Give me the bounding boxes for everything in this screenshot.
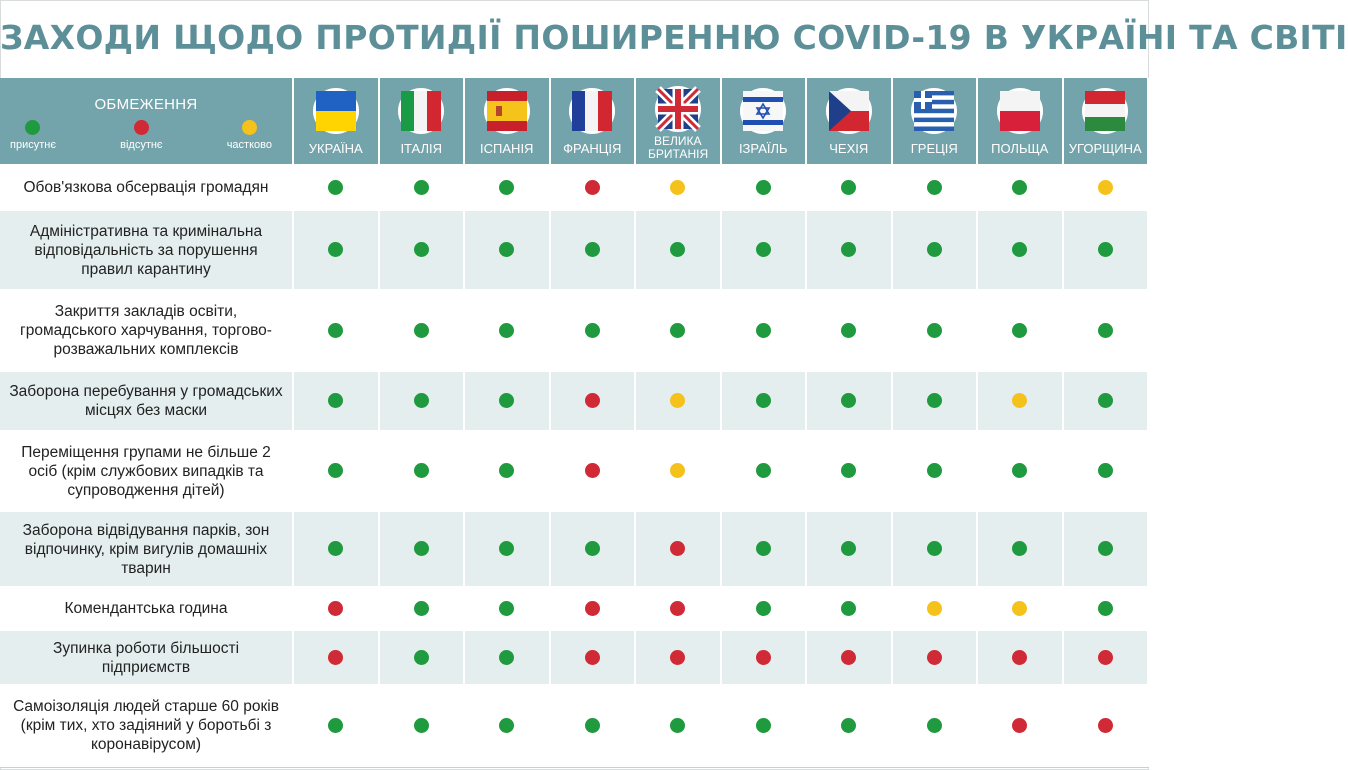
measure-label: Самоізоляція людей старше 60 років (крім тих, хто задіяний у боротьбі з коронавірусом)	[0, 684, 293, 767]
country-header-ua	[293, 78, 379, 164]
green-status-dot	[670, 718, 685, 733]
green-status-dot	[585, 323, 600, 338]
green-status-dot	[1098, 323, 1113, 338]
green-status-dot	[414, 463, 429, 478]
green-status-dot	[1098, 601, 1113, 616]
status-cell	[635, 164, 721, 211]
green-status-dot	[499, 650, 514, 665]
country-name: ІЗРАЇЛЬ	[738, 141, 788, 156]
red-status-dot	[1012, 718, 1027, 733]
legend-label: відсутнє	[120, 139, 163, 151]
status-cell	[1063, 586, 1149, 631]
green-status-dot	[499, 323, 514, 338]
green-dot-icon	[25, 120, 40, 135]
status-cell	[550, 164, 636, 211]
status-cell	[977, 684, 1063, 767]
measure-label: Адміністративна та кримінальна відповідальність за порушення правил карантину	[0, 211, 293, 289]
status-cell	[721, 684, 807, 767]
table-row	[0, 211, 1148, 289]
green-status-dot	[1012, 242, 1027, 257]
status-cell	[464, 684, 550, 767]
legend-title: ОБМЕЖЕННЯ	[94, 96, 198, 113]
status-cell	[550, 372, 636, 430]
status-cell	[892, 512, 978, 586]
status-cell	[721, 586, 807, 631]
red-status-dot	[670, 650, 685, 665]
status-cell	[379, 631, 465, 684]
green-status-dot	[927, 718, 942, 733]
country-header-il	[721, 78, 807, 164]
green-status-dot	[499, 463, 514, 478]
red-status-dot	[585, 180, 600, 195]
table-row	[0, 164, 1148, 211]
status-cell	[635, 684, 721, 767]
il-flag-icon	[740, 88, 786, 134]
status-cell	[977, 372, 1063, 430]
red-status-dot	[585, 650, 600, 665]
status-cell	[635, 631, 721, 684]
gr-flag-icon	[911, 88, 957, 134]
status-cell	[1063, 430, 1149, 512]
red-status-dot	[1098, 718, 1113, 733]
status-cell	[293, 631, 379, 684]
green-status-dot	[670, 323, 685, 338]
green-status-dot	[585, 242, 600, 257]
measure-label: Закриття закладів освіти, громадського харчування, торгово-розважальних комплексів	[0, 289, 293, 372]
status-cell	[977, 164, 1063, 211]
country-name: УКРАЇНА	[308, 141, 363, 156]
green-status-dot	[414, 242, 429, 257]
green-status-dot	[756, 323, 771, 338]
table-row	[0, 289, 1148, 372]
it-flag-icon	[398, 88, 444, 134]
status-cell	[464, 430, 550, 512]
status-cell	[379, 289, 465, 372]
green-status-dot	[927, 393, 942, 408]
legend-label: частково	[226, 139, 272, 151]
country-header-gb	[635, 78, 721, 164]
status-cell	[1063, 164, 1149, 211]
green-status-dot	[499, 601, 514, 616]
status-cell	[635, 430, 721, 512]
country-header-hu	[1063, 78, 1149, 164]
status-cell	[550, 211, 636, 289]
green-status-dot	[1012, 463, 1027, 478]
status-cell	[379, 512, 465, 586]
status-cell	[635, 211, 721, 289]
red-status-dot	[841, 650, 856, 665]
status-cell	[1063, 211, 1149, 289]
status-cell	[892, 684, 978, 767]
country-name: ПОЛЬЩА	[991, 141, 1049, 156]
green-status-dot	[585, 541, 600, 556]
status-cell	[293, 289, 379, 372]
green-status-dot	[927, 323, 942, 338]
green-status-dot	[927, 242, 942, 257]
status-cell	[1063, 684, 1149, 767]
green-status-dot	[328, 323, 343, 338]
green-status-dot	[328, 718, 343, 733]
status-cell	[464, 289, 550, 372]
green-status-dot	[328, 541, 343, 556]
gb-flag-icon	[655, 86, 701, 132]
fr-flag-icon	[569, 88, 615, 134]
status-cell	[977, 289, 1063, 372]
status-cell	[379, 164, 465, 211]
es-flag-icon	[484, 88, 530, 134]
yellow-status-dot	[927, 601, 942, 616]
table-row	[0, 684, 1148, 767]
country-name: ІТАЛІЯ	[400, 141, 443, 156]
country-name: ЧЕХІЯ	[829, 141, 869, 156]
red-status-dot	[585, 393, 600, 408]
header-row	[0, 78, 1148, 164]
green-status-dot	[756, 463, 771, 478]
measures-table	[0, 78, 1149, 767]
status-cell	[379, 211, 465, 289]
yellow-status-dot	[670, 393, 685, 408]
status-cell	[806, 211, 892, 289]
green-status-dot	[328, 463, 343, 478]
status-cell	[977, 211, 1063, 289]
status-cell	[892, 289, 978, 372]
yellow-status-dot	[670, 463, 685, 478]
table-row	[0, 372, 1148, 430]
status-cell	[721, 512, 807, 586]
status-cell	[1063, 289, 1149, 372]
table-row	[0, 430, 1148, 512]
green-status-dot	[841, 718, 856, 733]
status-cell	[293, 684, 379, 767]
status-cell	[293, 372, 379, 430]
green-status-dot	[927, 463, 942, 478]
country-name: ФРАНЦІЯ	[563, 141, 622, 156]
green-status-dot	[1012, 323, 1027, 338]
country-name: ГРЕЦІЯ	[910, 141, 958, 156]
green-status-dot	[841, 463, 856, 478]
status-cell	[550, 430, 636, 512]
green-status-dot	[414, 393, 429, 408]
status-cell	[635, 586, 721, 631]
ua-flag-icon	[313, 88, 359, 134]
green-status-dot	[841, 601, 856, 616]
status-cell	[635, 512, 721, 586]
country-header-gr	[892, 78, 978, 164]
legend-items	[0, 120, 292, 151]
status-cell	[293, 430, 379, 512]
status-cell	[892, 430, 978, 512]
green-status-dot	[841, 323, 856, 338]
green-status-dot	[328, 180, 343, 195]
status-cell	[379, 586, 465, 631]
status-cell	[892, 372, 978, 430]
green-status-dot	[756, 718, 771, 733]
yellow-status-dot	[1098, 180, 1113, 195]
table-body	[0, 164, 1148, 767]
legend-item-present	[10, 120, 56, 151]
green-status-dot	[927, 180, 942, 195]
status-cell	[721, 211, 807, 289]
status-cell	[721, 631, 807, 684]
status-cell	[293, 211, 379, 289]
status-cell	[1063, 631, 1149, 684]
measure-label: Комендантська година	[0, 586, 293, 631]
status-cell	[892, 211, 978, 289]
green-status-dot	[499, 393, 514, 408]
yellow-status-dot	[1012, 393, 1027, 408]
pl-flag-icon	[997, 88, 1043, 134]
green-status-dot	[756, 393, 771, 408]
status-cell	[1063, 512, 1149, 586]
green-status-dot	[499, 180, 514, 195]
green-status-dot	[414, 718, 429, 733]
status-cell	[806, 684, 892, 767]
status-cell	[464, 631, 550, 684]
country-name: ІСПАНІЯ	[480, 141, 534, 156]
green-status-dot	[841, 242, 856, 257]
green-status-dot	[756, 180, 771, 195]
green-status-dot	[927, 541, 942, 556]
green-status-dot	[756, 242, 771, 257]
status-cell	[806, 372, 892, 430]
green-status-dot	[414, 650, 429, 665]
green-status-dot	[328, 242, 343, 257]
green-status-dot	[841, 393, 856, 408]
status-cell	[293, 512, 379, 586]
status-cell	[379, 684, 465, 767]
red-dot-icon	[134, 120, 149, 135]
green-status-dot	[1098, 541, 1113, 556]
table-row	[0, 512, 1148, 586]
status-cell	[550, 684, 636, 767]
hu-flag-icon	[1082, 88, 1128, 134]
country-header-cz	[806, 78, 892, 164]
green-status-dot	[756, 541, 771, 556]
green-status-dot	[414, 323, 429, 338]
status-cell	[721, 164, 807, 211]
status-cell	[892, 164, 978, 211]
legend-item-partial	[227, 120, 272, 151]
status-cell	[806, 512, 892, 586]
status-cell	[977, 512, 1063, 586]
cz-flag-icon	[826, 88, 872, 134]
status-cell	[721, 372, 807, 430]
green-status-dot	[414, 180, 429, 195]
table-row	[0, 586, 1148, 631]
measure-label: Заборона відвідування парків, зон відпочинку, крім вигулів домашніх тварин	[0, 512, 293, 586]
page-title: ЗАХОДИ ЩОДО ПРОТИДІЇ ПОШИРЕННЮ COVID-19 В УКРАЇНІ ТА СВІТІ	[0, 18, 1348, 57]
status-cell	[293, 164, 379, 211]
yellow-status-dot	[670, 180, 685, 195]
status-cell	[550, 586, 636, 631]
green-status-dot	[841, 541, 856, 556]
green-status-dot	[1098, 242, 1113, 257]
legend	[0, 78, 293, 164]
country-name: УГОРЩИНА	[1068, 141, 1142, 156]
status-cell	[464, 512, 550, 586]
status-cell	[464, 164, 550, 211]
measure-label: Зупинка роботи більшості підприємств	[0, 631, 293, 684]
status-cell	[892, 631, 978, 684]
green-status-dot	[1098, 393, 1113, 408]
status-cell	[635, 289, 721, 372]
status-cell	[977, 430, 1063, 512]
status-cell	[464, 586, 550, 631]
status-cell	[379, 430, 465, 512]
country-header-it	[379, 78, 465, 164]
red-status-dot	[670, 541, 685, 556]
table-row	[0, 631, 1148, 684]
red-status-dot	[328, 650, 343, 665]
country-header-fr	[550, 78, 636, 164]
bottom-divider	[0, 767, 1149, 768]
green-status-dot	[756, 601, 771, 616]
red-status-dot	[927, 650, 942, 665]
status-cell	[464, 372, 550, 430]
status-cell	[379, 372, 465, 430]
green-status-dot	[1012, 541, 1027, 556]
status-cell	[806, 430, 892, 512]
status-cell	[293, 586, 379, 631]
status-cell	[464, 211, 550, 289]
status-cell	[550, 512, 636, 586]
status-cell	[550, 631, 636, 684]
status-cell	[806, 289, 892, 372]
green-status-dot	[841, 180, 856, 195]
green-status-dot	[585, 718, 600, 733]
green-status-dot	[499, 718, 514, 733]
green-status-dot	[414, 601, 429, 616]
green-status-dot	[1098, 463, 1113, 478]
status-cell	[977, 631, 1063, 684]
green-status-dot	[670, 242, 685, 257]
yellow-dot-icon	[242, 120, 257, 135]
country-header-pl	[977, 78, 1063, 164]
measure-label: Переміщення групами не більше 2 осіб (крім службових випадків та супроводження дітей)	[0, 430, 293, 512]
red-status-dot	[1098, 650, 1113, 665]
country-name: ВЕЛИКА БРИТАНІЯ	[648, 134, 709, 161]
measure-label: Заборона перебування у громадських місцях без маски	[0, 372, 293, 430]
status-cell	[892, 586, 978, 631]
green-status-dot	[499, 541, 514, 556]
red-status-dot	[1012, 650, 1027, 665]
legend-item-absent	[120, 120, 162, 151]
red-status-dot	[328, 601, 343, 616]
green-status-dot	[499, 242, 514, 257]
status-cell	[721, 289, 807, 372]
status-cell	[635, 372, 721, 430]
legend-label: присутнє	[10, 139, 56, 151]
status-cell	[1063, 372, 1149, 430]
green-status-dot	[1012, 180, 1027, 195]
measure-label: Обов'язкова обсервація громадян	[0, 164, 293, 211]
red-status-dot	[585, 601, 600, 616]
status-cell	[721, 430, 807, 512]
status-cell	[806, 586, 892, 631]
country-header-es	[464, 78, 550, 164]
status-cell	[550, 289, 636, 372]
status-cell	[806, 164, 892, 211]
status-cell	[977, 586, 1063, 631]
status-cell	[806, 631, 892, 684]
red-status-dot	[756, 650, 771, 665]
green-status-dot	[414, 541, 429, 556]
red-status-dot	[670, 601, 685, 616]
green-status-dot	[328, 393, 343, 408]
red-status-dot	[585, 463, 600, 478]
yellow-status-dot	[1012, 601, 1027, 616]
